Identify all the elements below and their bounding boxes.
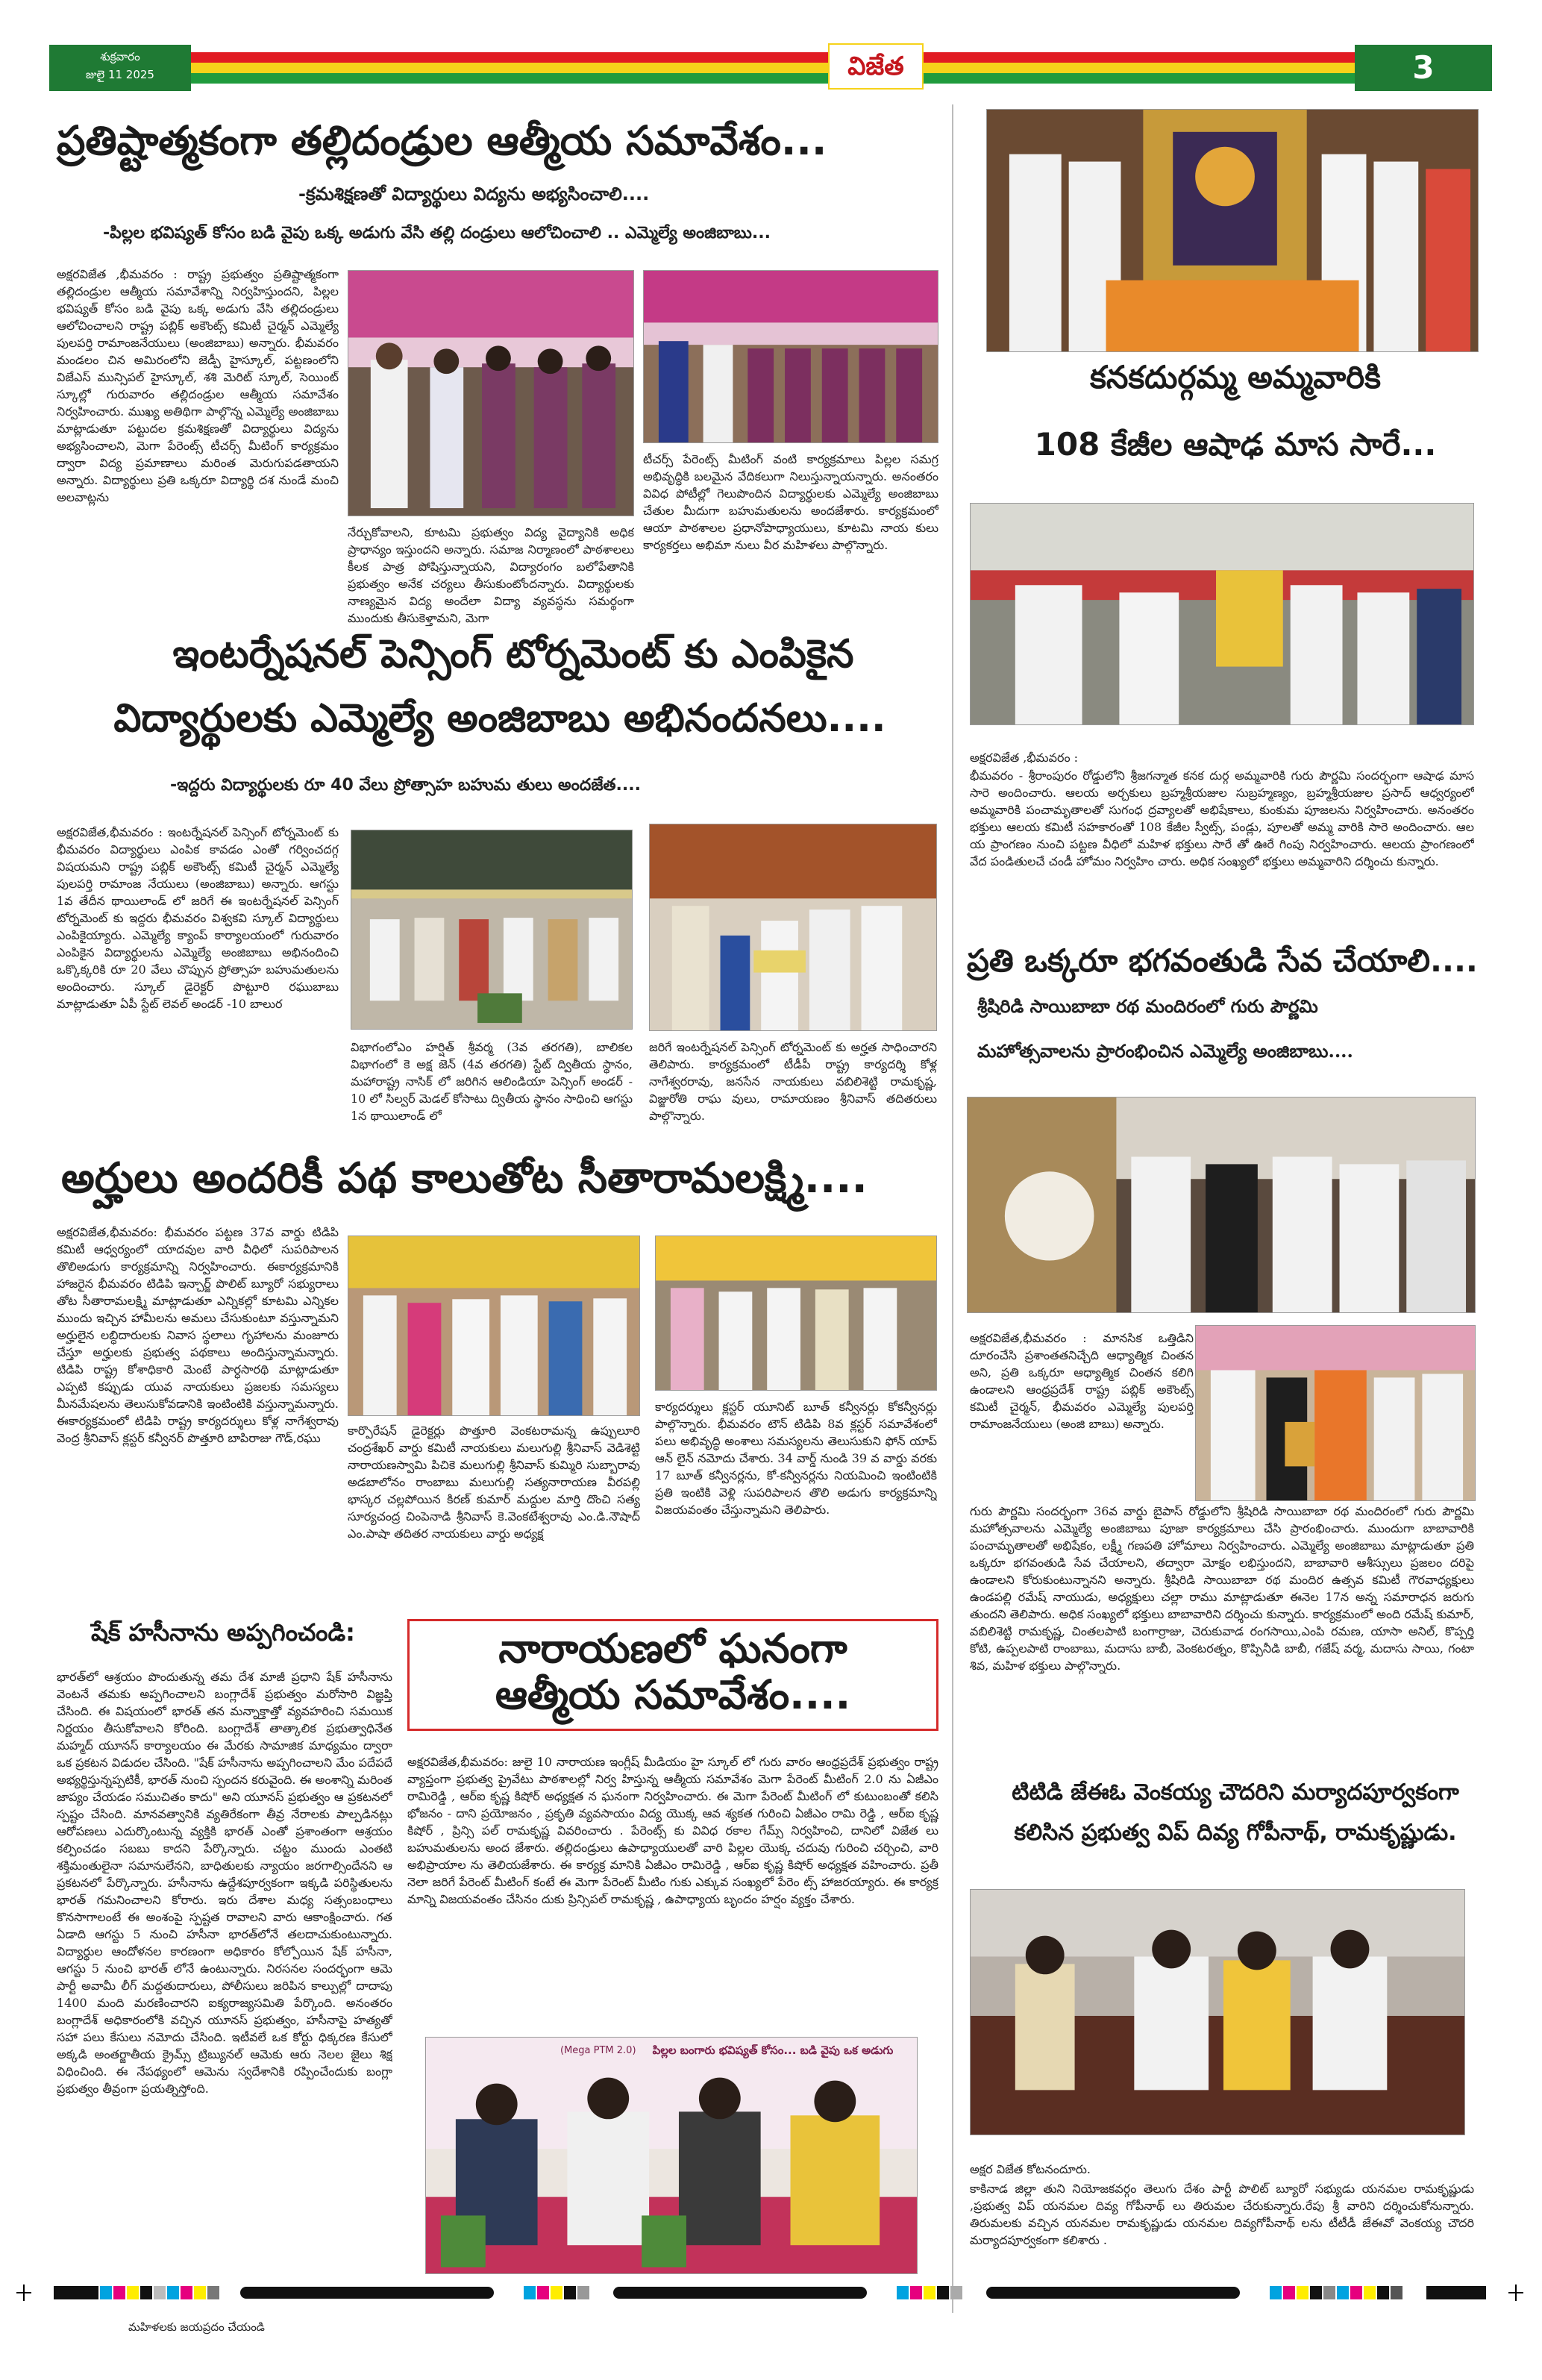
masthead-yellow-bar (191, 63, 1355, 73)
article3-body-mid: కార్పొరేషన్ డైరెక్టర్లు పొత్తూరి వెంకటరామన్న ఉప్పులూరి చంద్రశేఖర్ వార్డు కమిటీ నాయకులు మలుగుల్లి శ్రీనివాస్ వెడిశెట్టి నారాయణస్వామి పిచికె మలుగుల్లి శ్రీనివాస్ కుమ్మిరి సుబ్బారావు అడబాలోనం రాంబాబు మలుగుల్లి సత్యనారాయణ వీరపల్లి భాస్కర చల్లపోయిన కిరణ్ కుమార్ మద్దుల మార్తి దొంచి సత్య సూర్యచంద్ర చింపెనాడి శ్రీనివాస్ కె.వెంకటేశ్వరావు ఎం.డి.నౌషాద్ ఎం.పాషా తదితర నాయకులు వార్డు అధ్యక్ష (348, 1424, 640, 1541)
article1-headline: ప్రతిష్టాత్మకంగా తల్లిదండ్రుల ఆత్మీయ సమావేశం... (57, 117, 827, 164)
article6-body: భీమవరం - శ్రీరాంపురం రోడ్డులోని శ్రీజగన్మాత కనక దుర్గ అమ్మవారికి గురు పౌర్ణమి సందర్భంగా ఆషాఢ మాస సారె అందించారు. ఆలయ అర్చకులు బ్రహ్మశ్రీయజుల సుబ్రహ్మణ్యం, బ్రహ్మశ్రీయజుల ప్రసాద్ ఆధ్వర్యంలో అమ్మవారికి పంచామృతాలతో సుగంధ ద్రవ్యాలతో అభిషేకాలు, కుంకుమ పూజలను నిర్వహించారు. అనంతరం భక్తులు ఆలయ కమిటీ సహకారంతో 108 కేజీల స్వీట్స్, పండ్లు, పూలతో అమ్మ వారికి సారె అందించారు. ఆల య ప్రాంగణం నుంచి పట్టణ వీధిలో మహిళ భక్తులు సారే తో ఊరే గింపు నిర్వహించారు. ఆలయ ప్రాంగణంలో వేద పండితులచే చండీ హోమం నిర్వహిం చారు. అధిక సంఖ్యలో భక్తులు అమ్మవారిని దర్శించు కున్నారు. (970, 768, 1474, 868)
article2-photo-2 (649, 824, 937, 1031)
article1-body-left: అక్షరవిజేత ,భీమవరం : రాష్ట్ర ప్రభుత్వం ప్రతిష్టాత్మకంగా తల్లిదండ్రుల ఆత్మీయ సమావేశాన్ని నిర్వహిస్తుందని, పిల్లల భవిష్యత్ కోసం బడి వైపు ఒక్క అడుగు వేసి తల్లిదండ్రులు ఆలోచించాలని రాష్ట్ర పబ్లిక్ అకౌంట్స్ కమిటీ చైర్మన్ ఎమ్మెల్యే పులపర్తి రామాంజనేయులు (అంజిబాబు) అన్నారు. భీమవరం మండలం చిన అమిరంలోని జెడ్పీ హైస్కూల్, పట్టణంలోని విజేఎస్ మున్సిపల్ హైస్కూల్, శశి మెరిట్ స్కూల్, సెయింట్ స్కూల్లో గురువారం తల్లిదండ్రుల ఆత్మీయ సమావేశం నిర్వహించారు. ముఖ్య అతిథిగా పాల్గొన్న ఎమ్మెల్యే అంజిబాబు మాట్లాడుతూ పట్టుదల క్రమశిక్షణతో విద్యార్థులు విద్యను అభ్యసించాలని, మెగా పేరెంట్స్ టీచర్స్ మీటింగ్ కార్యక్రమం ద్వారా విద్య ప్రమాణాలు మరింత మెరుగుపడతాయని అన్నారు. విద్యార్థులు ప్రతి ఒక్కరూ విద్యార్థి దశ నుండే మంచి అలవాట్లను (57, 267, 339, 504)
article6-headline-line2: 108 కేజీల ఆషాఢ మాస సారే... (1034, 426, 1437, 463)
article2-photo-1 (351, 830, 633, 1030)
article8-byline: అక్షర విజేత కోటనందూరు. (970, 2162, 1091, 2176)
date-box (49, 45, 191, 91)
day-label: శుక్రవారం (100, 50, 140, 63)
article7-headline: ప్రతి ఒక్కరూ భగవంతుడి సేవ చేయాలి.... (967, 942, 1478, 979)
article4-headline: షేక్ హసీనాను అప్పగించండి: (91, 1618, 355, 1647)
article2-headline-line1: ఇంటర్నేషనల్ పెన్సింగ్ టోర్నమెంట్ కు ఎంపికైన (172, 632, 854, 677)
article6-photo-1 (986, 109, 1479, 352)
article1-photo-1 (348, 270, 634, 516)
page-number: 3 (1355, 45, 1492, 91)
article6-photo-2 (970, 503, 1474, 725)
newspaper-logo: విజేత (828, 43, 924, 90)
article3-photo-2 (655, 1236, 937, 1391)
article1-sub2: -పిల్లల భవిష్యత్ కోసం బడి వైపు ఒక్క అడుగు వేసి తల్లి దండ్రులు ఆలోచించాలి .. ఎమ్మెల్యే అంజిబాబు... (103, 224, 771, 242)
article6-byline: అక్షరవిజేత ,భీమవరం : (970, 751, 1079, 765)
article3-body-left: అక్షరవిజేత,భీమవరం: భీమవరం పట్టణ 37వ వార్డు టిడిపి కమిటీ ఆధ్వర్యంలో యాదవుల వారి వీధిలో సుపరిపాలన తొలిఅడుగు కార్యక్రమాన్ని నిర్వహించారు. ఈకార్యక్రమానికి హాజరైన భీమవరం టిడిపి ఇన్చార్జ్ పొలిట్ బ్యూరో సభ్యురాలు తోట సీతారామలక్ష్మి మాట్లాడుతూ ఎన్నికల్లో కూటమి ఎన్నికల ముందు ఇచ్చిన హామీలను అమలు చేసుకుంటూ వస్తున్నామని అర్హులైన లబ్ధిదారులకు నివాస స్థలాలు గృహాలను మంజూరు చేస్తూ అర్హులకు ప్రభుత్వ పథకాలు అందిస్తున్నామన్నారు. టిడిపి రాష్ట్ర కోశాధికారి మెంటే పార్ధసారథి మాట్లాడుతూ ఎప్పటి కప్పుడు యువ నాయకులు ప్రజలకు సమస్యలు మీనమేషలను తెలుసుకోవడానికి ఇంటింటికి వస్తున్నామన్నారు. ఈకార్యక్రమంలో టిడిపి రాష్ట్ర కార్యదర్శులు కోళ్ల నాగేశ్వరావు వెంద్ర శ్రీనివాస్ క్లస్టర్ కన్వీనర్ పొత్తూరి బాపిరాజు గౌడ్,రఘు (57, 1225, 339, 1445)
article8-headline-line1: టిటిడి జేఈఓ వెంకయ్య చౌదరిని మర్యాదపూర్వకంగా (1012, 1779, 1459, 1806)
date-label: జులై 11 2025 (86, 68, 154, 81)
article5-body: అక్షరవిజేత,భీమవరం: జులై 10 నారాయణ ఇంగ్లీష్ మీడియం హై స్కూల్ లో గురు వారం ఆంధ్రప్రదేశ్ ప్రభుత్వం రాష్ట్ర వ్యాప్తంగా ప్రభుత్వ ప్రైవేటు పాఠశాలల్లో నిర్వ హిస్తున్న ఆత్మీయ సమావేశం మెగా పేరెంట్ మీటింగ్ 2.0 ను ఏజీఎం రామిరెడ్డి , ఆర్ఐ కృష్ణ కిషోర్ అధ్యక్షత న ఘనంగా నిర్వహించారు. ఈ మెగా పేరెంట్ మీటింగ్ లో కుటుంబంతో కలిసి భోజనం - దాని ప్రయోజనం , ప్రకృతి వ్యవసాయం విద్య యొక్క ఆవ శ్యకత గురించి ఏజీఎం రామి రెడ్డి , ఆర్ఐ కృష్ణ కిషోర్ , ప్రిన్సి పల్ రామకృష్ణ వివరించారు . పేరెంట్స్ కు వివిధ రకాల గేమ్స్ నిర్వహించి, దానిలో విజేత లు బహుమతులను అంద జేశారు. తల్లిదండ్రులు ఉపాధ్యాయులతో వారి పిల్లల యొక్క చదువు గురించి చర్చించి, వారి అభిప్రాయాల ను తెలియజేశారు. ఈ కార్యక్ర మానికి ఏజీఎం రామిరెడ్డి , ఆర్ఐ కృష్ణ కిషోర్ అధ్యక్షత వహించారు. ప్రతీ నెలా జరిగే పేరెంట్ మీటింగ్ కంటే ఈ మెగా పేరెంట్ మీటిం గుకు ఎక్కువ సంఖ్యలో పేరెం ట్స్ హాజరయ్యారు. ఈ కార్యక్ర మాన్ని విజయవంతం చేసినం దుకు ప్రిన్సిపల్ రామకృష్ణ , ఉపాధ్యాయ బృందం హర్షం వ్యక్తం చేశారు. (407, 1755, 938, 1906)
article4-body: భారత్‌లో ఆశ్రయం పొందుతున్న తమ దేశ మాజీ ప్రధాని షేక్ హసీనాను వెంటనే తమకు అప్పగించాలని బంగ్లాదేశ్ ప్రభుత్వం మరోసారి విజ్ఞప్తి చేసింది. ఈ విషయంలో భారత్ తన మన్నాక్తాత్తో వ్యవహరించి సమయిక నిర్ణయం తీసుకోవాలని కోరింది. బంగ్లాదేశ్ తాత్కాలిక ప్రభుత్వాధినేత మహ్మద్ యూనస్ కార్యాలయం ఈ మేరకు సామాజిక మాధ్యమం ద్వారా ఒక ప్రకటన విడుదల చేసింది. "షేక్ హసీనాను అప్పగించాలని మేం పదేపదే అభ్యర్థిస్తున్నప్పటికీ, భారత్ నుంచి స్పందన కరువైంది. ఈ అంశాన్ని మరింత జాప్యం చేయడం సముచితం కాదు" అని యూనస్ ప్రభుత్వం ఆ ప్రకటనలో స్పష్టం చేసింది. మానవత్వానికి వ్యతిరేకంగా తీవ్ర నేరాలకు పాల్పడినట్లు ఆరోపణలు ఎదుర్కొంటున్న వ్యక్తికి భారత్ ఎంతో ప్రశాంతంగా ఆశ్రయం కల్పించడం సబబు కాదని పేర్కొన్నారు. చట్టం ముందు ఎంతటి శక్తిమంతులైనా సమానులేనని, బాధితులకు న్యాయం జరగాల్సిందేనని ఆ ప్రకటనలో పేర్కొన్నారు. హసీనాను ఉద్దేశపూర్వకంగా ఇక్కడి పరిస్థితులను భారత్ గమనించాలని కోరారు. ఇరు దేశాల మధ్య సత్సంబంధాలు కొనసాగాలంటే ఈ అంశంపై స్పష్టత రావాలని వారు ఆకాంక్షించారు. గత ఏడాది ఆగస్టు 5 నుంచి హసీనా భారత్‌లోనే తలదాచుకుంటున్నారు. విద్యార్థుల ఆందోళనల కారణంగా అధికారం కోల్పోయిన షేక్ హసీనా, ఆగస్టు 5 నుంచి భారత్ లోనే ఉంటున్నారు. నిరసనల సందర్భంగా ఆమె పార్టీ అవామీ లీగ్ మద్దతుదారులు, పోలీసులు జరిపిన కాల్పుల్లో దాదాపు 1400 మంది మరణించారని ఐక్యరాజ్యసమితి పేర్కొంది. అనంతరం బంగ్లాదేశ్ అధికారంలోకి వచ్చిన యూనస్ ప్రభుత్వం, హసీనాపై హత్యతో సహా పలు కేసులు నమోదు చేసింది. ఇటీవలే ఒక కోర్టు ధిక్కరణ కేసులో అక్కడి అంతర్జాతీయ క్రైమ్స్ ట్రిబ్యునల్ ఆమెకు ఆరు నెలల జైలు శిక్ష విధించింది. ఈ నేపథ్యంలో ఆమెను స్వదేశానికి రప్పించేందుకు బంగ్లా ప్రభుత్వం తీవ్రంగా ప్రయత్నిస్తోంది. (57, 1670, 392, 2096)
article7-body: గురు పౌర్ణమి సందర్భంగా 36వ వార్డు బైపాస్ రోడ్డులోని శ్రీషిరిడి సాయిబాబా రథ మందిరంలో గురు పౌర్ణమి మహోత్సవాలను ఎమ్మెల్యే అంజిబాబు పూజా కార్యక్రమాలు చేసి ప్రారంభించారు. ముందుగా బాబావారికి పంచామృతాలతో అభిషేకం, లక్ష్మీ గణపతి హోమాలు నిర్వహించారు. ఎమ్మెల్యే అంజిబాబు మాట్లాడుతూ ప్రతి ఒక్కరూ భగవంతుడి సేవ చేయాలని, తద్వారా మోక్షం లభిస్తుందని, బాబావారి ఆశీస్సులు ప్రజలం దరిపై ఉండాలని కోరుకుంటున్నానని అన్నారు. శ్రీషిరిడి సాయిబాబా రథ మందిర ఉత్సవ కమిటీ గౌరవాధ్యక్షులు ఉండపల్లి రమేష్ నాయుడు, అధ్యక్షులు చల్లా రాము మాట్లాడుతూ ఈనెల 17న అన్న సమారాధన జరుగు తుందని తెలిపారు. అధిక సంఖ్యలో భక్తులు బాబావారిని దర్శించు కున్నారు. కార్యక్రమంలో అంది రమేష్ కుమార్, వబిలిశెట్టి రామకృష్ణ, చింతలపాటి బంగార్రాజు, చెరుకువాడ రంగసాయి,ఎంపి రమణ, యాసా అనిల్, కొప్పర్తి కోటి, ఉప్పలపాటి రాంబాబు, మదాసు బాబీ, వెంకటరత్నం, కొప్పినీడి బాబీ, గజేష్ వర్మ, మదాసు సాయి, గంటా శివ, మహిళ భక్తులు పాల్గొన్నారు. (970, 1504, 1474, 1673)
article1-sub1: -క్రమశిక్షణతో విద్యార్థులు విద్యను అభ్యసించాలి.... (298, 184, 650, 204)
article8-headline-line2: కలిసిన ప్రభుత్వ విప్ దివ్య గోపీనాథ్, రామకృష్ణుడు. (1014, 1820, 1457, 1846)
article1-photo-2 (643, 270, 938, 443)
print-registration-strip (16, 2283, 1525, 2302)
article7-body-top: అక్షరవిజేత,భీమవరం : మానసిక ఒత్తిడిని దూరంచేసి ప్రశాంతతనిచ్చేది ఆధ్యాత్మిక చింతన అని, ప్రతి ఒక్కరూ ఆధ్యాత్మిక చింతన కలిగి ఉండాలని ఆంధ్రప్రదేశ్ రాష్ట్ర పబ్లిక్ అకౌంట్స్ కమిటీ చైర్మన్, భీమవరం ఎమ్మెల్యే పులపర్తి రామాంజనేయులు (అంజి బాబు) అన్నారు. (970, 1331, 1194, 1431)
article3-headline: అర్హులు అందరికీ పథ కాలుతోట సీతారామలక్ష్మి.... (61, 1154, 868, 1203)
article8-photo (970, 1889, 1465, 2135)
masthead-green-bar (191, 73, 1355, 84)
article1-body-right: టీచర్స్ పేరెంట్స్ మీటింగ్ వంటి కార్యక్రమాలు పిల్లల సమగ్ర అభివృద్ధికి బలమైన వేదికలుగా నిలుస్తున్నాయన్నారు. అనంతరం వివిధ పోటీల్లో గెలుపొందిన విద్యార్థులకు ఎమ్మెల్యే అంజిబాబు చేతుల మీదుగా బహుమతులను అందజేశారు. కార్యక్రమంలో ఆయా పాఠశాలల ప్రధానోపాధ్యాయులు, కూటమి నాయ కులు కార్యకర్తలు అభిమా నులు వీర మహిళలు పాల్గొన్నారు. (643, 452, 938, 552)
article2-headline-line2: విద్యార్థులకు ఎమ్మెల్యే అంజిబాబు అభినందనలు.... (113, 696, 886, 741)
masthead-red-bar (191, 52, 1355, 63)
article3-body-right: కార్యదర్శులు క్లస్టర్ యూనిట్ బూత్ కన్వీనర్లు కోకన్వీనర్లు పాల్గొన్నారు. భీమవరం టౌన్ టిడిపి 8వ క్లస్టర్ సమావేశంలో పలు అభివృద్ధి అంశాలు సమస్యలను తెలుసుకుని ఫోన్ యాప్ ఆన్ లైన్ నమోదు చేశారు. 34 వార్డ్ నుండి 39 వ వార్డు వరకు 17 బూత్ కన్వీనర్లను, కో-కన్వీనర్లను నియమించి ఇంటింటికి ప్రతి ఇంటికి వెళ్లి సుపరిపాలన తొలి అడుగు కార్యక్రమాన్ని విజయవంతం చేస్తున్నామని తెలిపారు. (655, 1400, 937, 1517)
article5-headline-box (407, 1619, 938, 1731)
article2-sub: -ఇద్దరు విద్యార్థులకు రూ 40 వేలు ప్రోత్సాహ బహుమ తులు అందజేత.... (170, 776, 641, 795)
article5-banner-text: పిల్లల బంగారు భవిష్యత్ కోసం... బడి వైపు ఒక అడుగు (652, 2044, 894, 2057)
article2-body-left: అక్షరవిజేత,భీమవరం : ఇంటర్నేషనల్ పెన్సింగ్ టోర్నమెంట్ కు భీమవరం విద్యార్థులు ఎంపిక కావడం ఎంతో గర్వించదగ్గ విషయమని రాష్ట్ర పబ్లిక్ అకౌంట్స్ కమిటీ చైర్మన్ ఎమ్మెల్యే పులపర్తి రామాంజ నేయులు (అంజిబాబు) అన్నారు. ఆగస్టు 1వ తేదీన థాయిలాండ్ లో జరిగే ఈ ఇంటర్నేషనల్ పెన్సింగ్ టోర్నమెంట్ కు ఇద్దరు భీమవరం విశ్వకవి స్కూల్ విద్యార్థులు ఎంపికైయ్యారు. ఎమ్మెల్యే క్యాంప్ కార్యాలయంలో గురువారం ఎంపికైన విద్యార్థులను ఎమ్మెల్యే అంజిబాబు అభినందించి ఒక్కొక్కరికి రూ 20 వేలు చొప్పున ప్రోత్సాహ బహుమతులను అందించారు. స్కూల్ డైరెక్టర్ పొట్టూరి రఘుబాబు మాట్లాడుతూ ఏపీ స్టేట్ లెవల్ అండర్ -10 బాలుర (57, 825, 339, 1011)
article7-photo-2 (1195, 1325, 1476, 1501)
article2-body-mid: విభాగంలోఎం హర్షిత్ శ్రీవర్మ (3వ తరగతి), బాలికల విభాగంలో కె అక్ష జెన్ (4వ తరగతి) స్టేట్ ద్వితీయ స్థానం, మహారాష్ట్ర నాసిక్ లో జరిగిన ఆలిండియా పెన్సింగ్ అండర్ - 10 లో సిల్వర్ మెడల్ కోసాటు ద్వితీయ స్థానం సాధించి ఆగస్టు 1న థాయిలాండ్ లో (351, 1040, 633, 1123)
article5-banner-tag: (Mega PTM 2.0) (560, 2045, 636, 2056)
article2-body-right: జరిగే ఇంటర్నేషనల్ పెన్సింగ్ టోర్నమెంట్ కు అర్హత సాధించారని తెలిపారు. కార్యక్రమంలో టీడీపీ రాష్ట్ర కార్యదర్శి కోళ్ల నాగేశ్వరరావు, జనసేన నాయకులు వబిలిశెట్టి రామకృష్ణ, విజ్జురోతి రాఘ వులు, రామాయణం శ్రీనివాస్ తదితరులు పాల్గొన్నారు. (649, 1040, 937, 1123)
article1-body-mid: నేర్చుకోవాలని, కూటమి ప్రభుత్వం విద్య వైద్యానికి అధిక ప్రాధాన్యం ఇస్తుందని అన్నారు. సమాజ నిర్మాణంలో పాఠశాలలు కీలక పాత్ర పోషిస్తున్నాయని, విద్యారంగం బలోపేతానికి ప్రభుత్వం అనేక చర్యలు తీసుకుంటోందన్నారు. విద్యార్థులకు నాణ్యమైన విద్య అందేలా విద్యా వ్యవస్థను సమర్థంగా ముందుకు తీసుకెళ్తామని, మెగా (348, 525, 634, 625)
article5-headline-line2: ఆత్మీయ సమావేశం.... (495, 1671, 851, 1719)
article5-photo (425, 2037, 918, 2274)
article7-sub2: మహోత్సవాలను ప్రారంభించిన ఎమ్మెల్యే అంజిబాబు.... (977, 1040, 1353, 1062)
column-rule (952, 104, 953, 2313)
footer-tagline: మహిళలకు జయప్రదం చేయండి (128, 2320, 265, 2334)
article7-sub1: శ్రీషిరిడి సాయిబాబా రథ మందిరంలో గురు పౌర్ణమి (977, 995, 1318, 1017)
article6-headline-line1: కనకదుర్గమ్మ అమ్మవారికి (1089, 359, 1382, 395)
article8-body: కాకినాడ జిల్లా తుని నియోజకవర్గం తెలుగు దేశం పార్టీ పొలిట్ బ్యూరో సభ్యుడు యనమల రామకృష్ణుడు ,ప్రభుత్వ విప్ యనమల దివ్య గోపీనాథ్ లు తిరుమల చేరుకున్నారు.రేపు శ్రీ వారిని దర్శించుకోనున్నారు. తిరుమలకు వచ్చిన యనమల రామకృష్ణుడు యనమల దివ్యగోపీనాథ్ లను టీటీడీ జేఈవో వెంకయ్య చౌదరి మర్యాదపూర్వకంగా కలిశారు . (970, 2182, 1474, 2247)
article7-photo-1 (967, 1097, 1476, 1313)
article3-photo-1 (348, 1236, 640, 1416)
article5-headline-line1: నారాయణలో ఘనంగా (498, 1625, 847, 1672)
